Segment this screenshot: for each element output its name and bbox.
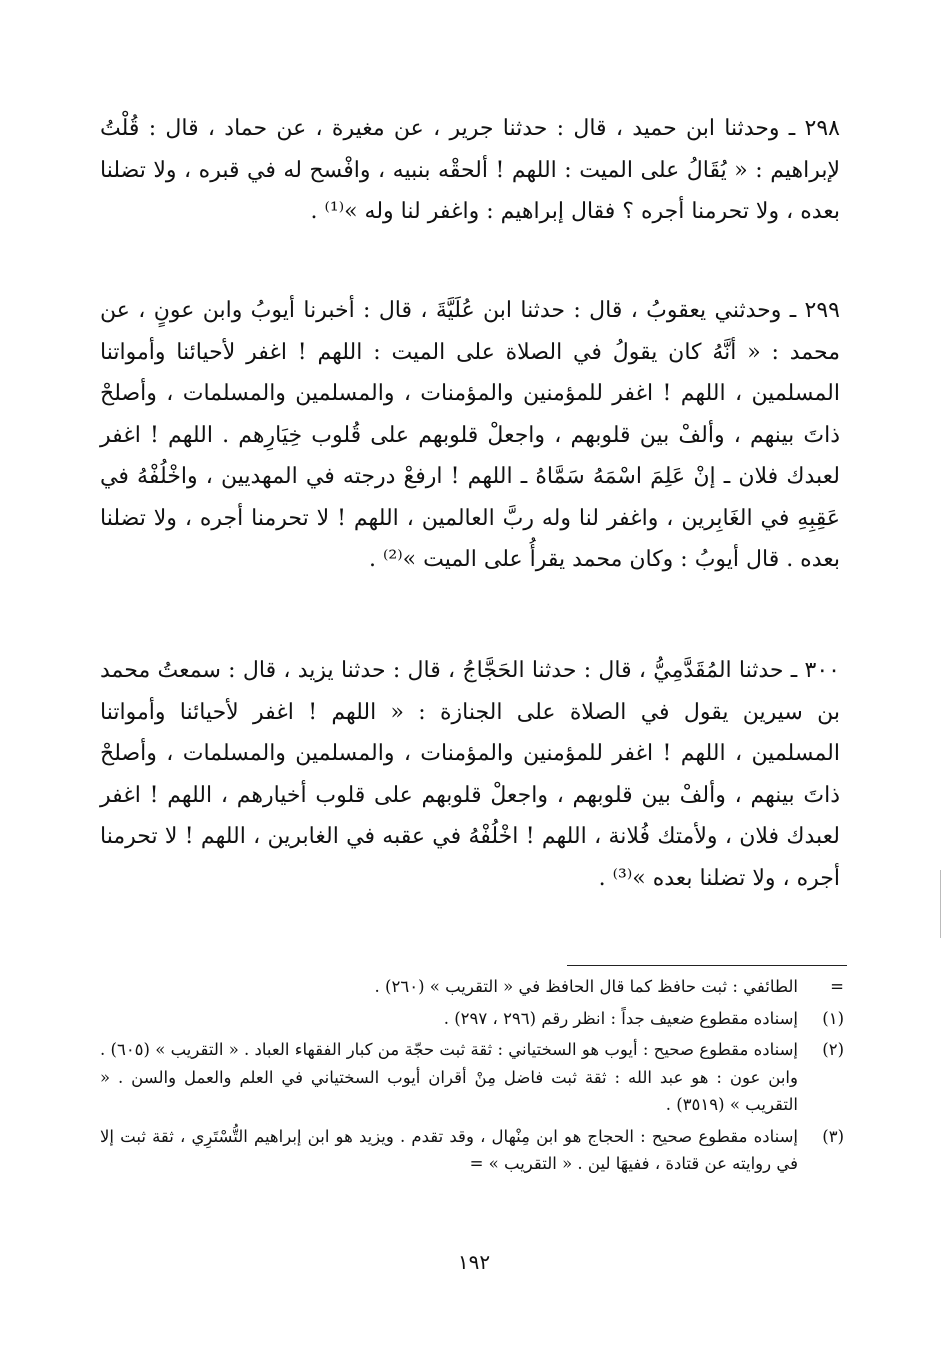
scan-edge-mark xyxy=(940,870,941,938)
paragraph-298 xyxy=(100,108,840,233)
footnotes xyxy=(100,973,844,1178)
page-number: ١٩٢ xyxy=(457,1250,491,1274)
footnote-marker: (٢) xyxy=(822,1040,844,1059)
footnote-marker: (٣) xyxy=(822,1126,844,1146)
footnote-1 xyxy=(100,1005,844,1033)
paragraph-text: ٢٩٩ ـ وحدثني يعقوبُ ، قال : حدثنا ابن عُلَيَّةَ ، قال : أخبرنا أيوبُ وابن عونٍ ، عن محمد : « أنَّهُ كان يقولُ في الصلاة على الميت : اللهم ! اغفر لأحيائنا وأمواتنا المسلمين ، اللهم ! اغفر للمؤمنين والمؤمنات ، والمسلمين والمسلمات ، وأصلحْ ذاتَ بينهم ، وألفْ بين قلوبهم ، واجعلْ قلوبهم على قُلوب خِيَارِهم . اللهم ! اغفر لعبدك فلان ـ إنْ عَلِمَ اسْمَهُ سَمَّاهُ ـ اللهم ! ارفعْ درجته في المهديين ، واخْلُفْهُ في عَقِبِهِ في الغَابِرين ، واغفر لنا وله ربَّ العالمين ، اللهم ! لا تحرمنا أجره ، ولا تضلنا بعده . قال أيوبُ : وكان محمد يقرأُ على الميت »⁽²⁾ . xyxy=(100,298,840,572)
footnote-2 xyxy=(100,1036,844,1119)
paragraph-text: ٣٠٠ ـ حدثنا المُقَدَّمِيُّ ، قال : حدثنا الحَجَّاجُ ، قال : حدثنا يزيد ، قال : سمعتُ محمد بن سيرين يقول في الصلاة على الجنازة : « اللهم ! اغفر لأحيائنا وأمواتنا المسلمين ، اللهم ! اغفر للمؤمنين والمؤمنات ، والمسلمين والمسلمات ، وأصلحْ ذاتَ بينهم ، وألفْ بين قلوبهم ، واجعلْ قلوبهم على قلوب أخيارهم ، اللهم ! اغفر لعبدك فلان ، ولأمتك فُلانة ، اللهم ! اخْلُفْهُ في عقبه في الغابرين ، اللهم ! لا تحرمنا أجره ، ولا تضلنا بعده »⁽³⁾ . xyxy=(100,658,840,891)
footnote-text: إسناده مقطوع صحيح : الحجاج هو ابن مِنْهال ، وقد تقدم . ويزيد هو ابن إبراهيم التُّسْتَرِي ، ثقة ثبت إلا في روايته عن قتادة ، ففيهَا لين . « التقريب » = xyxy=(100,1126,798,1173)
paragraph-text: ٢٩٨ ـ وحدثنا ابن حميد ، قال : حدثنا جرير ، عن مغيرة ، عن حماد ، قال : قُلْتُ لإبراهيم : « يُقَالُ على الميت : اللهم ! ألحقْه بنبيه ، وافْسح له في قبره ، ولا تضلنا بعده ، ولا تحرمنا أجره ؟ فقال إبراهيم : واغفر لنا وله »⁽¹⁾ . xyxy=(100,116,840,224)
footnote-text: إسناده مقطوع ضعيف جداً : انظر رقم (٢٩٦ ، ٢٩٧) . xyxy=(443,1008,798,1028)
paragraph-300 xyxy=(100,650,840,899)
footnote-3 xyxy=(100,1123,844,1178)
footnote-continued xyxy=(100,973,844,1001)
footnote-marker: = xyxy=(830,977,844,996)
paragraph-299 xyxy=(100,290,840,581)
footnote-text: إسناده مقطوع صحيح : أيوب هو السختياني : ثقة ثبت حجّة من كبار الفقهاء العباد . « التقريب » (٦٠٥) . وابن عون : هو عبد الله : ثقة ثبت فاضل مِنْ أقران أيوب السختياني في العلم والعمل والسن . « التقريب » (٣٥١٩) . xyxy=(100,1040,798,1114)
footnote-separator xyxy=(567,965,847,966)
footnote-marker: (١) xyxy=(822,1008,844,1028)
footnote-text: الطائفي : ثبت حافظ كما قال الحافظ في « التقريب » (٢٦٠) . xyxy=(374,977,798,996)
